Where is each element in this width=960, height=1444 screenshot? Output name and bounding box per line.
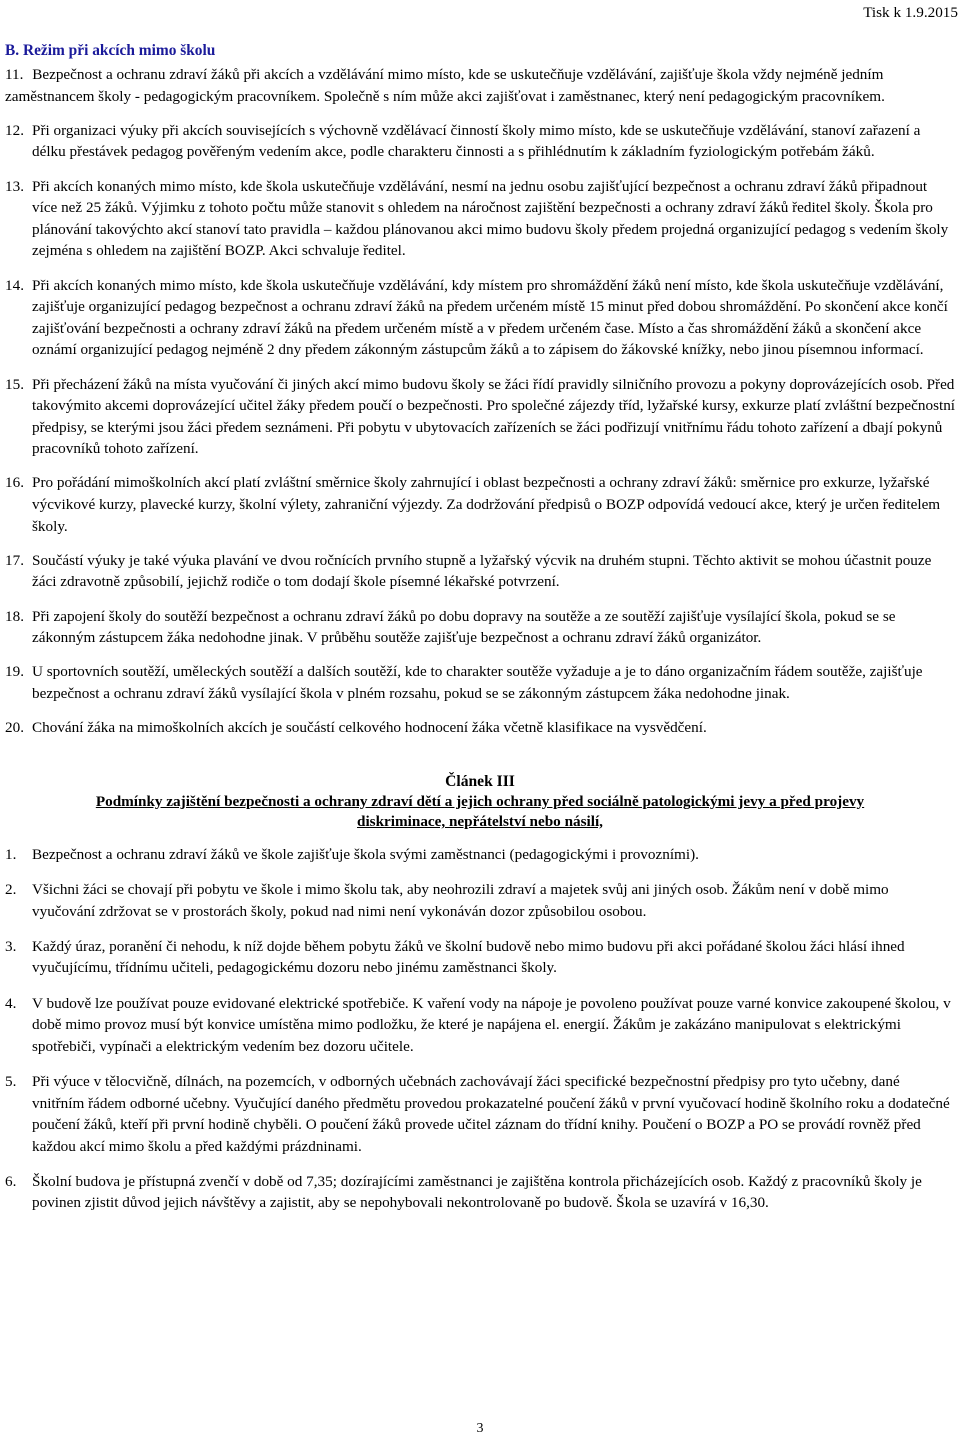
rule-number: 3.: [5, 937, 17, 955]
rule-number: 4.: [5, 994, 17, 1012]
rule-text: Při zapojení školy do soutěží bezpečnost a ochranu zdraví žáků po dobu dopravy na soutěže a ze soutěží zajišťuje vysílající škola, pokud se se zákonným zástupcem žáka nedohodne jinak. V průběhu soutěže zajišťuje bezpečnost a ochranu zdraví žáků organizátor.: [32, 607, 896, 647]
rule-text: Při přecházení žáků na místa vyučování či jiných akcí mimo budovu školy se žáci řídí pravidly silničního provozu a pokyny doprovázejících osob. Před takovýmito akcemi doprovázející učitel žáky předem poučí o bezpečnosti. Pro společné zájezdy tříd, lyžařské kursy, exkurze platí zvláštní bezpečnostní předpisy, se kterými jsou žáci předem seznámeni. Při pobytu v ubytovacích zařízeních se žáci podřizují vnitřnímu řádu tohoto zařízení a dbají pokynů pracovníků tohoto zařízení.: [32, 375, 956, 458]
rule-text: Bezpečnost a ochranu zdraví žáků ve škole zajišťuje škola svými zaměstnanci (pedagogickými i provozními).: [32, 845, 699, 863]
rule-item: [5, 993, 955, 1058]
rule-number: 19.: [5, 663, 24, 681]
rule-number: 14.: [5, 276, 24, 294]
rule-item: [5, 176, 955, 262]
rule-text: Každý úraz, poranění či nehodu, k níž dojde během pobytu žáků ve školní budově nebo mimo budovu při akci pořádané školou žáci hlásí ihned vyučujícímu, třídnímu učiteli, pedagogickému dozoru nebo jinému zaměstnanci školy.: [32, 937, 905, 977]
rule-text: V budově lze používat pouze evidované elektrické spotřebiče. K vaření vody na nápoje je povoleno používat pouze varné konvice zakoupené školou, v době mimo provoz musí být konvice umístěna mimo podložku, že které je napájena el. energií. Žákům je zakázáno manipulovat s elektrickými spotřebiči, vypínači a elektrickým vedením bez dozoru učitele.: [32, 994, 951, 1055]
article-subtitle-line-1: Podmínky zajištění bezpečnosti a ochrany zdraví dětí a jejich ochrany před sociálně patologickými jevy a před projevy: [95, 792, 865, 810]
rule-item: [5, 844, 955, 866]
rule-text: Všichni žáci se chovají při pobytu ve škole i mimo školu tak, aby neohrozili zdraví a majetek svůj ani jiných osob. Žákům není v době mimo vyučování zdržovat se v prostorách školy, pokud nad nimi není vykonáván dozor způsobilou osobou.: [32, 880, 889, 920]
rule-item: [5, 936, 955, 979]
rule-item: [5, 661, 955, 704]
rule-number: 13.: [5, 177, 24, 195]
article-title: Článek III: [445, 772, 515, 790]
rule-number: 16.: [5, 474, 24, 492]
rule-text: Školní budova je přístupná zvenčí v době od 7,35; dozírajícími zaměstnanci je zajištěna kontrola přicházejících osob. Každý z pracovníků školy je povinen zjistit důvod jejich návštěvy a zajistit, aby se nepohybovali nekontrolovaně po budově. Škola se uzavírá v 16,30.: [32, 1172, 922, 1212]
rule-number: 11.: [5, 66, 24, 83]
print-date: Tisk k 1.9.2015: [863, 4, 958, 21]
rule-item: [5, 1071, 955, 1157]
rule-number: 5.: [5, 1072, 17, 1090]
rule-text: Bezpečnost a ochranu zdraví žáků při akcích a vzdělávání mimo místo, kde se uskutečňuje vzdělávání, zajišťuje škola vždy nejméně jedním zaměstnancem školy - pedagogickým pracovníkem. Společně s ním může akci zajišťovat i zaměstnanec, který není pedagogickým pracovníkem.: [5, 66, 885, 105]
rules-list-article-iii: [5, 844, 955, 1214]
rule-item: [5, 374, 955, 460]
rule-number: 17.: [5, 551, 24, 569]
article-heading: [5, 772, 955, 832]
rule-text: Při akcích konaných mimo místo, kde škola uskutečňuje vzdělávání, nesmí na jednu osobu zajišťující bezpečnost a ochranu zdraví žáků připadnout více než 25 žáků. Výjimku z tohoto počtu může stanovit s ohledem na náročnost zajištění bezpečnosti a ochrany zdraví žáků ředitel školy. Škola pro plánování takovýchto akcí stanoví tato pravidla – každou plánovanou akci mimo budovu školy předem projedná organizující pedagog s vedením školy zejména s ohledem na zajištění BOZP. Akci schvaluje ředitel.: [32, 177, 949, 260]
rules-list-outside-school: [5, 64, 955, 739]
document-body: [5, 64, 955, 1228]
rule-item: [5, 879, 955, 922]
article-subtitle-line-2: diskriminace, nepřátelství nebo násilí,: [357, 812, 603, 830]
rule-item: [5, 120, 955, 163]
rule-item: [5, 1171, 955, 1214]
rule-number: 6.: [5, 1172, 17, 1190]
rule-item: [5, 64, 955, 107]
rule-text: Při organizaci výuky při akcích souvisejících s výchovně vzdělávací činností školy mimo místo, kde se uskutečňuje vzdělávání, stanoví zařazení a délku přestávek pedagog pověřeným vedením akce, podle charakteru činnosti a s přihlédnutím k základním fyziologickým potřebám žáků.: [32, 121, 921, 161]
rule-text: Součástí výuky je také výuka plavání ve dvou ročnících prvního stupně a lyžařský výcvik na druhém stupni. Těchto aktivit se mohou účastnit pouze žáci zdravotně způsobilí, jejichž rodiče o tom dodají škole písemné lékařské potvrzení.: [32, 551, 932, 591]
rule-number: 1.: [5, 845, 17, 863]
section-heading: B. Režim při akcích mimo školu: [5, 42, 216, 59]
rule-text: Při akcích konaných mimo místo, kde škola uskutečňuje vzdělávání, kdy místem pro shromáždění žáků není místo, kde škola uskutečňuje vzdělávání, zajišťuje organizující pedagog bezpečnost a ochranu zdraví žáků na předem určeném místě 15 minut před dobou shromáždění. Po skončení akce končí zajišťování bezpečnosti a ochrany zdraví žáků na předem určeném místě a v předem určeném čase. Místo a čas shromáždění žáků a skončení akce oznámí organizující pedagog nejméně 2 dny předem zákonným zástupcům žáků a to zápisem do žákovské knížky, nebo jinou písemnou informací.: [32, 276, 948, 359]
rule-text: U sportovních soutěží, uměleckých soutěží a dalších soutěží, kde to charakter soutěže vyžaduje a je to dáno organizačním řádem soutěže, zajišťuje bezpečnost a ochranu zdraví žáků vysílající škola v plném rozsahu, pokud se se zákonným zástupcem žáka nedohodne jinak.: [32, 663, 923, 702]
rule-number: 12.: [5, 121, 24, 139]
rule-number: 2.: [5, 880, 17, 898]
rule-text: Pro pořádání mimoškolních akcí platí zvláštní směrnice školy zahrnující i oblast bezpečnosti a ochrany zdraví žáků: směrnice pro exkurze, lyžařské výcvikové kurzy, plavecké kurzy, školní výlety, zahraniční výjezdy. Za dodržování předpisů o BOZP odpovídá vedoucí akce, který je určen ředitelem školy.: [32, 474, 941, 535]
rule-item: [5, 606, 955, 649]
page-number: 3: [476, 1421, 484, 1436]
rule-item: [5, 275, 955, 361]
rule-item: [5, 717, 955, 739]
rule-text: Při výuce v tělocvičně, dílnách, na pozemcích, v odborných učebnách zachovávají žáci specifické bezpečnostní předpisy pro tyto učebny, dané vnitřním řádem odborné učebny. Vyučující daného předmětu provedou prokazatelné poučení žáků v první vyučovací hodině školního roku a dodatečné poučení žáků, kteří při první hodině chyběli. O poučení žáků provede učitel záznam do třídní knihy. Poučení o BOZP a PO se provádí rovněž před každou akcí mimo školu a před každými prázdninami.: [32, 1072, 950, 1155]
rule-item: [5, 550, 955, 593]
rule-number: 18.: [5, 607, 24, 625]
rule-text: Chování žáka na mimoškolních akcích je součástí celkového hodnocení žáka včetně klasifikace na vysvědčení.: [32, 719, 707, 737]
rule-item: [5, 472, 955, 537]
rule-number: 15.: [5, 375, 24, 393]
rule-number: 20.: [5, 719, 24, 737]
